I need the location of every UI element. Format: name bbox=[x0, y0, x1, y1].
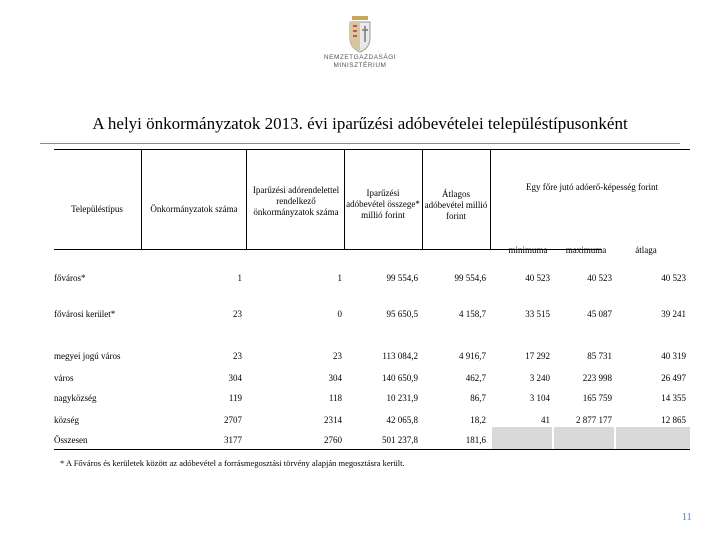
page-number: 11 bbox=[682, 512, 692, 523]
footnote: * A Főváros és kerületek között az adóbevétel a forrásmegosztási törvény alapján megosztásra került. bbox=[60, 458, 405, 468]
table-cell-min: 3 104 bbox=[529, 393, 550, 403]
table-cell-mean: 40 523 bbox=[661, 273, 686, 283]
table-cell-avg: 4 158,7 bbox=[459, 309, 486, 319]
table-cell-min: 40 523 bbox=[525, 273, 550, 283]
coat-of-arms-icon bbox=[347, 14, 373, 54]
table-cell-avg: 4 916,7 bbox=[459, 351, 486, 361]
table-cell-max: 85 731 bbox=[587, 351, 612, 361]
table-cell-max: 165 759 bbox=[582, 393, 612, 403]
table-cell-with-decree: 1 bbox=[337, 273, 342, 283]
table-cell-min: 33 515 bbox=[525, 309, 550, 319]
table-cell-revenue: 140 650,9 bbox=[382, 373, 418, 383]
table-cell-with-decree: 23 bbox=[333, 351, 342, 361]
table-cell-mean: 14 355 bbox=[661, 393, 686, 403]
table-cell-count: 1 bbox=[237, 273, 242, 283]
table-cell-mean: 26 497 bbox=[661, 373, 686, 383]
table-cell-type: fővárosi kerület* bbox=[54, 309, 116, 319]
table-cell-max: 45 087 bbox=[587, 309, 612, 319]
table-cell-avg: 86,7 bbox=[470, 393, 486, 403]
table-cell-with-decree: 2314 bbox=[324, 415, 342, 425]
table-cell-avg: 99 554,6 bbox=[454, 273, 486, 283]
table-cell-count: 23 bbox=[233, 309, 242, 319]
total-label: Összesen bbox=[54, 435, 88, 445]
table-cell-mean: 40 319 bbox=[661, 351, 686, 361]
header-min: minimuma bbox=[508, 245, 548, 255]
table-cell-count: 304 bbox=[228, 373, 242, 383]
table-cell-revenue: 10 231,9 bbox=[386, 393, 418, 403]
header-average: Átlagos adóbevétel millió forint bbox=[424, 188, 488, 221]
table-cell-type: város bbox=[54, 373, 74, 383]
table-cell-mean: 12 865 bbox=[661, 415, 686, 425]
total-with-decree: 2760 bbox=[324, 435, 342, 445]
table-cell-max: 2 877 177 bbox=[576, 415, 612, 425]
table-cell-revenue: 95 650,5 bbox=[386, 309, 418, 319]
table-cell-min: 41 bbox=[541, 415, 550, 425]
header-mean: átlaga bbox=[635, 245, 657, 255]
header-divider bbox=[246, 149, 247, 249]
table-cell-count: 119 bbox=[228, 393, 242, 403]
ministry-name-line1: NEMZETGAZDASÁGI bbox=[323, 54, 397, 61]
table-cell-count: 23 bbox=[233, 351, 242, 361]
table-cell-type: község bbox=[54, 415, 79, 425]
total-revenue: 501 237,8 bbox=[382, 435, 418, 445]
revenue-table bbox=[54, 149, 694, 451]
header-revenue: Iparűzési adóbevétel összege* millió forint bbox=[346, 187, 420, 220]
header-divider bbox=[344, 149, 345, 249]
header-capacity: Egy főre jutó adóerő-képesség forint bbox=[526, 181, 658, 192]
table-bottom-rule bbox=[54, 449, 690, 450]
table-cell-type: főváros* bbox=[54, 273, 86, 283]
total-average: 181,6 bbox=[465, 435, 486, 445]
ministry-logo bbox=[318, 14, 402, 84]
ministry-name-line2: MINISZTÉRIUM bbox=[333, 62, 387, 69]
header-type: Településtípus bbox=[71, 203, 123, 214]
table-cell-mean: 39 241 bbox=[661, 309, 686, 319]
empty-cell bbox=[492, 427, 552, 449]
title-divider bbox=[40, 143, 680, 144]
table-cell-avg: 18,2 bbox=[470, 415, 486, 425]
total-count: 3177 bbox=[224, 435, 242, 445]
empty-cell bbox=[554, 427, 614, 449]
table-cell-type: nagyközség bbox=[54, 393, 97, 403]
table-cell-with-decree: 304 bbox=[328, 373, 342, 383]
page-title: A helyi önkormányzatok 2013. évi iparűzési adóbevételei településtípusonként bbox=[92, 114, 628, 133]
header-divider bbox=[422, 149, 423, 249]
header-divider bbox=[141, 149, 142, 249]
table-cell-max: 40 523 bbox=[587, 273, 612, 283]
header-with-decree: Iparűzési adórendelettel rendelkező önkormányzatok száma bbox=[252, 184, 340, 217]
table-cell-revenue: 99 554,6 bbox=[386, 273, 418, 283]
table-cell-min: 17 292 bbox=[525, 351, 550, 361]
table-cell-revenue: 113 084,2 bbox=[382, 351, 418, 361]
table-cell-type: megyei jogú város bbox=[54, 351, 121, 361]
table-cell-max: 223 998 bbox=[582, 373, 612, 383]
table-cell-with-decree: 0 bbox=[337, 309, 342, 319]
table-cell-min: 3 240 bbox=[529, 373, 550, 383]
header-top-rule bbox=[54, 149, 690, 150]
table-cell-with-decree: 118 bbox=[328, 393, 342, 403]
table-cell-count: 2707 bbox=[224, 415, 242, 425]
header-divider bbox=[490, 149, 491, 249]
header-max: maximuma bbox=[565, 245, 607, 255]
empty-cell bbox=[616, 427, 690, 449]
table-cell-avg: 462,7 bbox=[465, 373, 486, 383]
header-count: Önkormányzatok száma bbox=[150, 203, 238, 214]
table-cell-revenue: 42 065,8 bbox=[386, 415, 418, 425]
